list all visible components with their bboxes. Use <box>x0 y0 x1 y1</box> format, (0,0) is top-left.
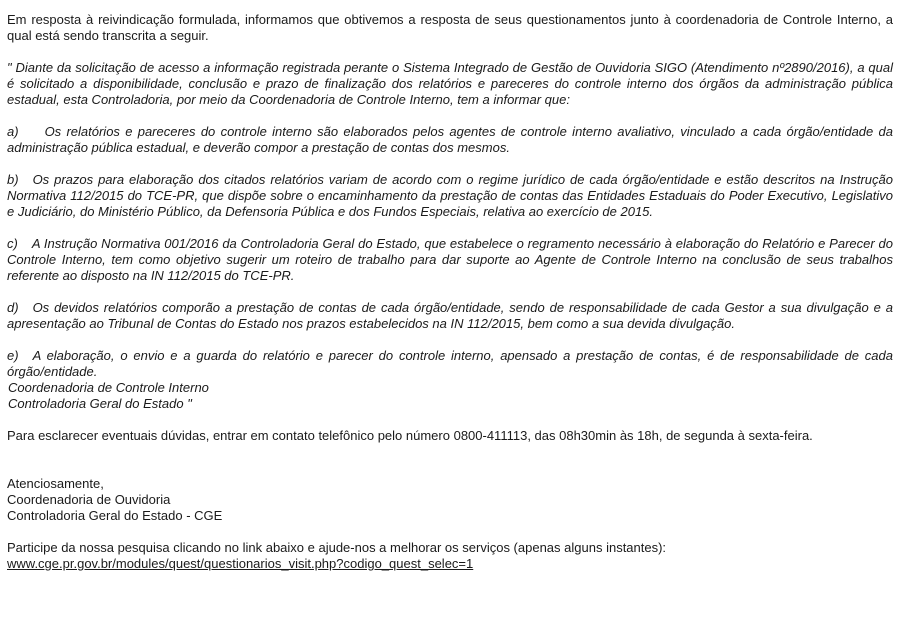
item-e-paragraph <box>7 348 893 380</box>
item-b-label: b) <box>7 172 19 187</box>
item-b-text: Os prazos para elaboração dos citados relatórios variam de acordo com o regime jurídico de cada órgão/entidade e estão descritos na Instrução Normativa 112/2015 do TCE-PR, que dispõe sobre o encaminhamento da prestação de contas das Entidades Estaduais do Poder Executivo, Legislativo e Judiciário, do Ministério Público, da Defensoria Pública e dos Fundos Especiais, relativa ao exercício de 2015. <box>7 172 893 219</box>
contact-paragraph: Para esclarecer eventuais dúvidas, entrar em contato telefônico pelo número 0800-411113, das 08h30min às 18h, de segunda à sexta-feira. <box>7 428 813 443</box>
closing-organization: Controladoria Geral do Estado - CGE <box>7 508 223 523</box>
item-b-paragraph <box>7 172 893 220</box>
survey-link[interactable]: www.cge.pr.gov.br/modules/quest/questionarios_visit.php?codigo_quest_selec=1 <box>7 556 474 571</box>
signature-line-1: Coordenadoria de Controle Interno <box>8 380 209 395</box>
signature-line-2: Controladoria Geral do Estado " <box>8 396 192 411</box>
item-c-label: c) <box>7 236 18 251</box>
closing-department: Coordenadoria de Ouvidoria <box>7 492 171 507</box>
intro-paragraph: Em resposta à reivindicação formulada, informamos que obtivemos a resposta de seus questionamentos junto à coordenadoria de Controle Interno, a qual está sendo transcrita a seguir. <box>7 12 893 43</box>
item-d-label: d) <box>7 300 19 315</box>
item-a-text: Os relatórios e pareceres do controle interno são elaborados pelos agentes de controle interno avaliativo, vinculado a cada órgão/entidade da administração pública estadual, e deverão compor a prestação de contas dos mesmos. <box>7 124 893 155</box>
item-c-paragraph <box>7 236 893 284</box>
quote-opening-paragraph: " Diante da solicitação de acesso a informação registrada perante o Sistema Integrado de Gestão de Ouvidoria SIGO (Atendimento nº2890/2016), a qual é solicitado a disponibilidade, conclusão e prazo de finalização dos relatórios e pareceres do controle interno dos órgãos da administração pública estadual, esta Controladoria, por meio da Coordenadoria de Controle Interno, tem a informar que: <box>7 60 893 107</box>
item-e-label: e) <box>7 348 19 363</box>
survey-prompt: Participe da nossa pesquisa clicando no link abaixo e ajude-nos a melhorar os serviços (apenas alguns instantes): <box>7 540 667 555</box>
item-d-text: Os devidos relatórios comporão a prestação de contas de cada órgão/entidade, sendo de responsabilidade de cada Gestor a sua divulgação e a apresentação ao Tribunal de Contas do Estado nos prazos estabelecidos na IN 112/2015, bem como a sua devida divulgação. <box>7 300 893 331</box>
item-c-text: A Instrução Normativa 001/2016 da Controladoria Geral do Estado, que estabelece o regramento necessário à elaboração do Relatório e Parecer do Controle Interno, tem como objetivo sugerir um roteiro de trabalho para dar suporte ao Agente de Controle Interno na conclusão de seus trabalhos referente ao disposto na IN 112/2015 do TCE-PR. <box>7 236 893 283</box>
quote-signature <box>7 380 893 412</box>
item-a-label: a) <box>7 124 19 139</box>
closing-block <box>7 476 893 524</box>
item-d-paragraph <box>7 300 893 332</box>
survey-block <box>7 540 893 572</box>
item-e-text: A elaboração, o envio e a guarda do relatório e parecer do controle interno, apensado a prestação de contas, é de responsabilidade de cada órgão/entidade. <box>7 348 893 379</box>
closing-greeting: Atenciosamente, <box>7 476 104 491</box>
item-a-paragraph <box>7 124 893 156</box>
